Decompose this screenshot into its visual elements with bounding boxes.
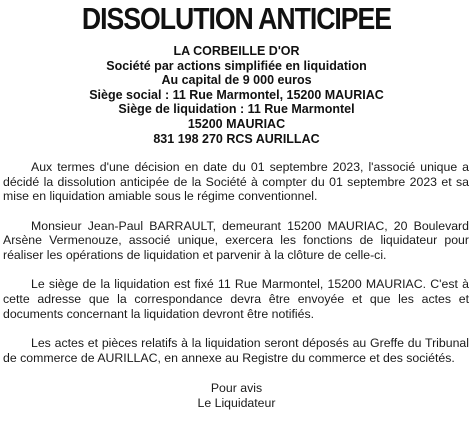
paragraph-decision: Aux termes d'une décision en date du 01 septembre 2023, l'associé unique a décidé la dissolution anticipée de la Société à compter du 01 septembre 2023 et sa mise en liquidation amiable sous le régime conventionnel. [3,160,469,204]
closing-signatory: Le Liquidateur [197,395,276,410]
paragraph-filing: Les actes et pièces relatifs à la liquidation seront déposés au Greffe du Tribunal de commerce de AURILLAC, en annexe au Registre du commerce et des sociétés. [3,336,469,365]
company-header [0,44,473,146]
paragraph-liquidation-seat: Le siège de la liquidation est fixé 11 Rue Marmontel, 15200 MAURIAC. C'est à cette adresse que la correspondance devra être envoyée et que les actes et documents concernant la liquidation devront être notifiés. [3,277,469,321]
signature-block [0,381,473,410]
notice-body [3,160,469,380]
notice-title: DISSOLUTION ANTICIPEE [81,1,392,36]
closing-pour-avis: Pour avis [210,381,263,395]
company-registered-office: Siège social : 11 Rue Marmontel, 15200 MAURIAC [89,87,384,102]
company-liquidation-city: 15200 MAURIAC [187,116,286,131]
company-capital: Au capital de 9 000 euros [161,73,312,88]
company-rcs: 831 198 270 RCS AURILLAC [153,131,320,146]
company-liquidation-office: Siège de liquidation : 11 Rue Marmontel [118,102,355,117]
paragraph-liquidator: Monsieur Jean-Paul BARRAULT, demeurant 15200 MAURIAC, 20 Boulevard Arsène Vermenouze, associé unique, exercera les fonctions de liquidateur pour réaliser les opérations de liquidation et parvenir à la clôture de celle-ci. [3,218,469,263]
company-legal-form: Société par actions simplifiée en liquidation [106,58,367,73]
company-name: LA CORBEILLE D'OR [173,44,300,58]
